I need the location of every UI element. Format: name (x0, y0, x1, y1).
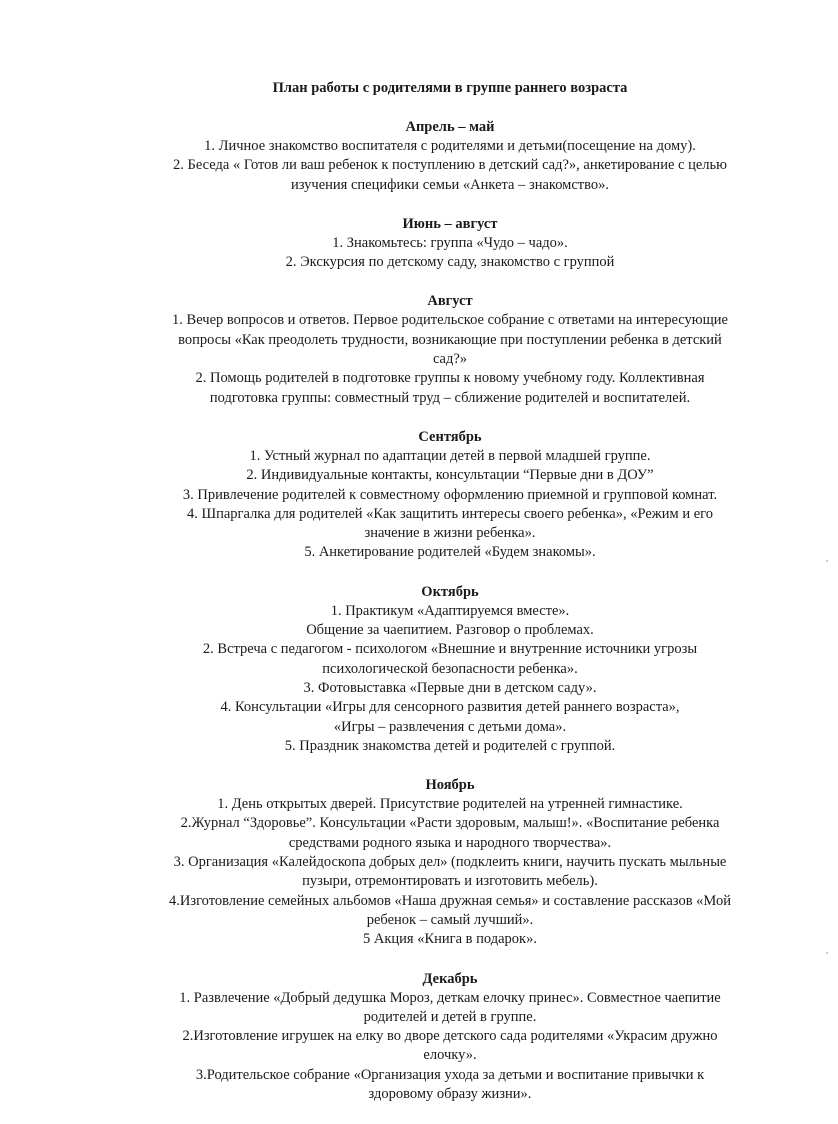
section-april-may (110, 118, 790, 195)
section-line: 4. Консультации «Игры для сенсорного развития детей раннего возраста», (220, 699, 680, 716)
section-line: здоровому образу жизни». (368, 1085, 532, 1102)
section-september (110, 428, 790, 563)
section-line: 5 Акция «Книга в подарок». (363, 931, 537, 948)
section-line: 4. Шпаргалка для родителей «Как защитить интересы своего ребенка», «Режим и его (186, 505, 714, 522)
section-line: вопросы «Как преодолеть трудности, возникающие при поступлении ребенка в детский (178, 331, 722, 348)
section-line: 5. Анкетирование родителей «Будем знакомы». (304, 544, 596, 561)
document-body (110, 79, 790, 1124)
scan-speck (826, 560, 828, 562)
section-line: ребенок – самый лучший». (366, 911, 534, 928)
section-line: 1. День открытых дверей. Присутствие родителей на утренней гимнастике. (217, 796, 683, 813)
section-line: 2.Журнал “Здоровье”. Консультации «Расти здоровым, малыш!». «Воспитание ребенка (180, 815, 720, 832)
section-line: 3. Организация «Калейдоскопа добрых дел» (подклеить книги, научить пускать мыльные (173, 854, 727, 871)
section-august (110, 292, 790, 407)
section-line: 1. Устный журнал по адаптации детей в первой младшей группе. (249, 447, 651, 464)
section-june-august (110, 215, 790, 273)
section-heading: Октябрь (421, 583, 479, 600)
scan-speck (826, 952, 828, 954)
section-line: значение в жизни ребенка». (364, 525, 536, 542)
section-line: 2. Индивидуальные контакты, консультации “Первые дни в ДОУ” (246, 467, 654, 484)
section-line: сад?» (432, 351, 468, 368)
section-line: 2.Изготовление игрушек на елку во дворе детского сада родителями «Украсим дружно (182, 1028, 718, 1045)
section-line: елочку». (423, 1047, 477, 1064)
section-line: 1. Личное знакомство воспитателя с родителями и детьми(посещение на дому). (204, 138, 696, 154)
section-heading: Апрель – май (405, 119, 495, 135)
section-line: 4.Изготовление семейных альбомов «Наша дружная семья» и составление рассказов «Мой (169, 892, 731, 909)
section-line: 1. Знакомьтесь: группа «Чудо – чадо». (332, 234, 568, 251)
section-line: 2. Беседа « Готов ли ваш ребенок к поступлению в детский сад?», анкетирование с целью (173, 157, 727, 174)
document-title: План работы с родителями в группе раннего возраста (272, 80, 628, 96)
section-october (110, 583, 790, 756)
section-line: 1. Развлечение «Добрый дедушка Мороз, деткам елочку принес». Совместное чаепитие (179, 989, 721, 1006)
section-november (110, 776, 790, 949)
section-line: подготовка группы: совместный труд – сближение родителей и воспитателей. (209, 389, 691, 406)
section-line: 3.Родительское собрание «Организация ухода за детьми и воспитание привычки к (195, 1066, 705, 1083)
section-line: 1. Практикум «Адаптируемся вместе». (330, 602, 570, 619)
section-heading: Август (427, 293, 473, 310)
section-line: 2. Помощь родителей в подготовке группы к новому учебному году. Коллективная (195, 370, 705, 387)
section-line: 2. Встреча с педагогом - психологом «Внешние и внутренние источники угрозы (202, 641, 698, 658)
section-line: пузыри, отремонтировать и изготовить мебель). (302, 873, 598, 890)
section-line: средствами родного языка и народного творчества». (288, 834, 612, 851)
section-heading: Июнь – август (402, 215, 498, 232)
section-line: Общение за чаепитием. Разговор о проблемах. (306, 622, 594, 639)
section-line: 2. Экскурсия по детскому саду, знакомство с группой (285, 254, 615, 271)
section-december (110, 970, 790, 1105)
section-line: психологической безопасности ребенка». (322, 660, 578, 677)
section-line: «Игры – развлечения с детьми дома». (333, 718, 567, 735)
section-heading: Ноябрь (425, 777, 475, 794)
section-line: изучения специфики семьи «Анкета – знакомство». (290, 176, 609, 193)
section-line: родителей и детей в группе. (363, 1008, 537, 1025)
section-heading: Декабрь (422, 970, 478, 987)
section-heading: Сентябрь (418, 428, 482, 445)
section-line: 3. Привлечение родителей к совместному оформлению приемной и групповой комнат. (182, 486, 718, 503)
section-line: 3. Фотовыставка «Первые дни в детском саду». (303, 679, 597, 696)
section-line: 5. Праздник знакомства детей и родителей с группой. (284, 737, 616, 754)
section-line: 1. Вечер вопросов и ответов. Первое родительское собрание с ответами на интересующие (172, 312, 728, 329)
